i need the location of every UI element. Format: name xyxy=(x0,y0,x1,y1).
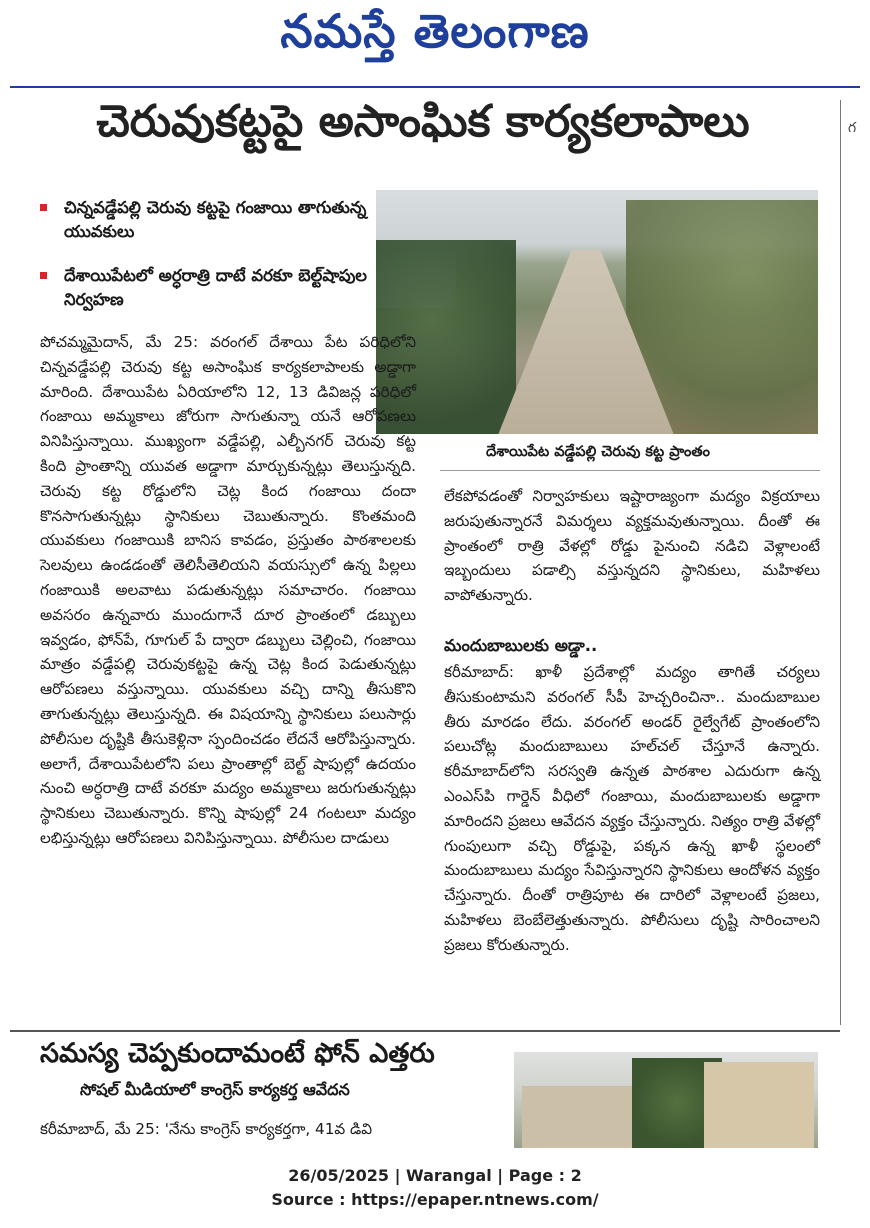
bullet-square-icon xyxy=(40,272,47,279)
footer-date-edition: 26/05/2025 | Warangal | Page : 2 xyxy=(288,1166,582,1185)
photo-house xyxy=(704,1062,814,1148)
newspaper-masthead: నమస్తే తెలంగాణ xyxy=(280,4,590,58)
article-body-column-1: పోచమ్మమైదాన్, మే 25: వరంగల్ దేశాయి పేట పరిధిలోని చిన్నవడ్డేపల్లి చెరువు కట్ట అసాంఘిక కార్యకలాపాలకు అడ్డాగా మారింది. దేశాయిపేట ఏరియాలోని 12, 13 డివిజన్ల పరిధిలో గంజాయి అమ్మకాలు జోరుగా సాగుతున్నా యనే ఆరోపణలు వినిపిస్తున్నాయి. ముఖ్యంగా వడ్డేపల్లి, ఎల్బీనగర్ చెరువు కట్ట కింది ప్రాంతాన్ని యువత అడ్డాగా మార్చుకున్నట్లు తెలుస్తున్నది. చెరువు కట్ట రోడ్డులోని చెట్ల కింద గంజాయి దందా కొనసాగుతున్నట్లు స్థానికులు చెబుతున్నారు. కొంతమంది యువకులు గంజాయికి బానిస కావడం, ప్రస్తుతం పాఠశాలలకు సెలవులు ఉండడంతో తెలిసీతెలియని వయస్సులో ఉన్న పిల్లలు గంజాయికి అలవాటు పడుతున్నట్లు సమాచారం. గంజాయి అవసరం ఉన్నవారు ముందుగానే దూర ప్రాంతంలో డబ్బులు ఇవ్వడం, ఫోన్‌పే, గూగుల్ పే ద్వారా డబ్బులు చెల్లించి, గంజాయి మాత్రం వడ్డేపల్లి చెరువుకట్టపై ఉన్న చెట్ల కింద పెడుతున్నట్లు ఆరోపణలు వస్తున్నాయి. యువకులు వచ్చి దాన్ని తీసుకొని తాగుతున్నట్లు తెలుస్తున్నది. ఈ విషయాన్ని స్థానికులు పలుసార్లు పోలీసుల దృష్టికి తీసుకెళ్లినా స్పందించడం లేదనే ఆరోపిస్తున్నారు. అలాగే, దేశాయిపేటలోని పలు ప్రాంతాల్లో బెల్ట్ షాపుల్లో ఉదయం నుంచి అర్ధరాత్రి దాటే వరకూ మద్యం అమ్మకాలు జరుగుతున్నట్లు స్థానికులు చెబుతున్నారు. కొన్ని షాపుల్లో 24 గంటలూ మద్యం లభిస్తున్నట్లు ఆరోపణలు వినిపిస్తున్నాయి. పోలీసుల దాడులు xyxy=(40,333,416,847)
article-body-column-2b: కరీమాబాద్: ఖాళీ ప్రదేశాల్లో మద్యం తాగితే చర్యలు తీసుకుంటామని వరంగల్ సీపీ హెచ్చరించినా.. మందుబాబుల తీరు మారడం లేదు. వరంగల్ అండర్ రైల్వేగేట్ ప్రాంతంలోని పలుచోట్ల మందుబాబులు హల్‌చల్ చేస్తూనే ఉన్నారు. కరీమాబాద్‌లోని సరస్వతి ఉన్నత పాఠశాల ఎదురుగా ఉన్న ఎంఎస్‌పి గార్డెన్ వీధిలో గంజాయి, మందుబాబులకు అడ్డాగా మారిందని ప్రజలు ఆవేదన వ్యక్తం చేస్తున్నారు. నిత్యం రాత్రి వేళల్లో గుంపులుగా వచ్చి రోడ్డుపై, పక్కన ఉన్న ఖాళీ స్థలంలో మందుబాబులు మద్యం సేవిస్తున్నారని స్థానికులు ఆందోళన వ్యక్తం చేస్తున్నారు. దీంతో రాత్రిపూట ఈ దారిలో వెళ్లాలంటే ప్రజలు, మహిళలు బెంబేలెత్తుతున్నారు. పోలీసులు దృష్టి సారించాలని ప్రజలు కోరుతున్నారు. xyxy=(444,663,820,954)
second-story-photo xyxy=(514,1052,818,1148)
lake-bund-photo xyxy=(376,190,818,434)
second-story-subhead: సోషల్ మీడియాలో కాంగ్రెస్ కార్యకర్త ఆవేదన xyxy=(80,1080,350,1099)
page-headline: చెరువుకట్టపై అసాంఘిక కార్యకలాపాలు xyxy=(96,96,750,147)
adjacent-column-fragment: గ xyxy=(848,120,857,136)
bullet-point xyxy=(40,264,370,312)
column-divider xyxy=(840,100,841,1025)
second-story-headline: సమస్య చెప్పకుందామంటే ఫోన్ ఎత్తరు xyxy=(40,1038,435,1069)
photo-caption: దేశాయిపేట వడ్డేపల్లి చెరువు కట్ట ప్రాంతం xyxy=(486,444,710,460)
second-story-lead: కరీమాబాద్, మే 25: 'నేను కాంగ్రెస్ కార్యకర్తగా, 41వ డివి xyxy=(40,1120,373,1138)
photo-wall xyxy=(522,1086,632,1148)
article-subhead: మందుబాబులకు అడ్డా.. xyxy=(444,636,598,655)
bullet-text: దేశాయిపేటలో అర్ధరాత్రి దాటే వరకూ బెల్ట్‌షాపుల నిర్వహణ xyxy=(64,266,367,309)
article-body-column-2: లేకపోవడంతో నిర్వాహకులు ఇష్టారాజ్యంగా మద్యం విక్రయాలు జరుపుతున్నారనే విమర్శలు వ్యక్తమవుతున్నాయి. దీంతో ఈ ప్రాంతంలో రాత్రి వేళల్లో రోడ్డు పైనుంచి నడిచి వెళ్లాలంటే ఇబ్బందులు పడాల్సి వస్తున్నదని స్థానికులు, మహిళలు వాపోతున్నారు. xyxy=(444,487,820,605)
caption-divider xyxy=(440,470,820,471)
footer-source: Source : https://epaper.ntnews.com/ xyxy=(271,1190,599,1209)
story-divider xyxy=(10,1030,840,1032)
masthead-rule xyxy=(10,86,860,88)
bullet-square-icon xyxy=(40,204,47,211)
bullet-text: చిన్నవడ్డేపల్లి చెరువు కట్టపై గంజాయి తాగుతున్న యువకులు xyxy=(64,198,367,241)
bullet-point xyxy=(40,196,370,244)
